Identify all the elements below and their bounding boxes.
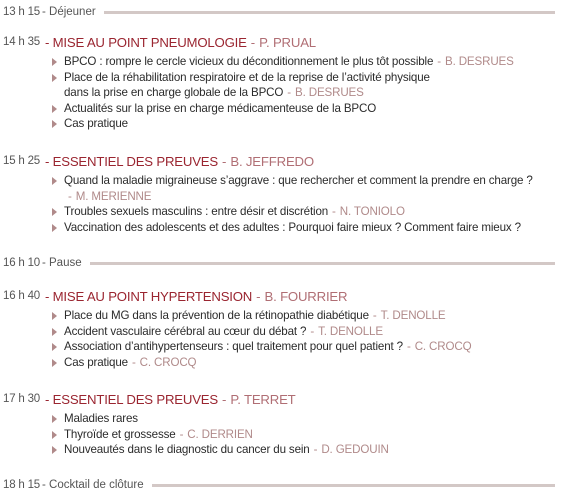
session-chair: B. FOURRIER (264, 288, 348, 304)
talk-title: Cas pratique (64, 117, 128, 130)
triangle-bullet-icon (52, 105, 57, 113)
triangle-bullet-icon (52, 177, 57, 185)
talk-title: Association d’antihypertenseurs : quel traitement pour quel patient ? (64, 340, 403, 353)
talk-speaker: C. CROCQ (139, 355, 197, 369)
talk-sep: - (287, 86, 291, 99)
talk-sep: - (372, 309, 377, 322)
triangle-bullet-icon (52, 343, 57, 351)
break-row-lunch (0, 3, 567, 21)
talk-sep: - (68, 189, 72, 203)
talk-title: Vaccination des adolescents et des adultes : Pourquoi faire mieux ? Comment faire mieux ? (64, 220, 521, 234)
talk-title: Actualités sur la prise en charge médicamenteuse de la BPCO (64, 101, 377, 115)
break-time: 18 h 15 (3, 479, 40, 491)
list-item (0, 411, 567, 427)
session-dash: - (221, 153, 227, 169)
break-row-cocktail (0, 476, 567, 494)
talk-title: BPCO : rompre le cercle vicieux du déconditionnement le plus tôt possible (64, 55, 434, 68)
talk-title: Nouveautés dans le diagnostic du cancer du sein (64, 443, 310, 456)
session-pneumologie (0, 32, 567, 132)
triangle-bullet-icon (52, 446, 57, 454)
triangle-bullet-icon (52, 120, 57, 128)
break-time: 16 h 10 (3, 257, 40, 269)
talk-speaker: N. TONIOLO (339, 205, 405, 218)
talk-list (0, 173, 567, 235)
talk-speaker: D. GEDOUIN (321, 443, 389, 456)
divider-rule (104, 11, 555, 14)
list-item (0, 116, 567, 132)
triangle-bullet-icon (52, 208, 57, 216)
triangle-bullet-icon (52, 431, 57, 439)
talk-title: Accident vasculaire cérébral au cœur du débat ? (64, 324, 307, 338)
talk-sep: - (437, 55, 441, 68)
talk-sep: - (131, 355, 136, 369)
triangle-bullet-icon (52, 224, 57, 232)
session-header (0, 32, 567, 52)
session-essentiel-1 (0, 151, 567, 235)
list-item (0, 173, 567, 204)
session-time: 16 h 40 (3, 290, 40, 302)
break-label: - Pause (41, 257, 82, 269)
session-dash: - (256, 288, 261, 304)
triangle-bullet-icon (52, 74, 57, 82)
list-item (0, 70, 567, 101)
session-header (0, 151, 567, 171)
talk-title: Place de la réhabilitation respiratoire et de la reprise de l’activité physique dans la prise en charge globale de la BPCO (64, 70, 430, 99)
talk-title: Thyroïde et grossesse (64, 427, 176, 441)
session-title: - ESSENTIEL DES PREUVES (44, 153, 218, 169)
session-chair: P. PRUAL (259, 34, 316, 50)
talk-sep: - (179, 427, 184, 441)
talk-speaker: M. MERIENNE (75, 189, 152, 203)
talk-speaker: T. DENOLLE (380, 309, 446, 322)
break-label: - Cocktail de clôture (41, 479, 144, 491)
talk-speaker: B. DESRUES (295, 86, 364, 99)
session-title: - MISE AU POINT PNEUMOLOGIE (44, 34, 247, 50)
talk-title: Maladies rares (64, 412, 138, 425)
session-header (0, 286, 567, 306)
session-hypertension (0, 286, 567, 370)
triangle-bullet-icon (52, 328, 57, 336)
list-item (0, 204, 567, 220)
list-item (0, 355, 567, 371)
talk-sep: - (313, 443, 318, 456)
talk-speaker: B. DESRUES (444, 55, 514, 68)
talk-list (0, 411, 567, 458)
talk-sep: - (332, 205, 336, 218)
session-chair: B. JEFFREDO (230, 153, 314, 169)
talk-sep: - (406, 340, 411, 353)
break-row-pause (0, 254, 567, 272)
break-time: 13 h 15 (3, 6, 40, 18)
session-time: 17 h 30 (3, 393, 40, 405)
divider-rule (90, 262, 555, 265)
talk-speaker: C. DERRIEN (187, 427, 253, 441)
talk-title: Troubles sexuels masculins : entre désir et discrétion (64, 205, 329, 218)
list-item (0, 427, 567, 443)
session-dash: - (221, 391, 227, 407)
session-title: - MISE AU POINT HYPERTENSION (44, 288, 253, 304)
session-essentiel-2 (0, 389, 567, 458)
break-label: - Déjeuner (41, 6, 96, 18)
list-item (0, 54, 567, 70)
talk-list (0, 54, 567, 132)
list-item (0, 324, 567, 340)
talk-sep: - (310, 324, 315, 338)
session-time: 15 h 25 (3, 155, 40, 167)
triangle-bullet-icon (52, 415, 57, 423)
triangle-bullet-icon (52, 312, 57, 320)
session-title: - ESSENTIEL DES PREUVES (44, 391, 218, 407)
talk-speaker: T. DENOLLE (318, 324, 383, 338)
divider-rule (152, 484, 555, 487)
session-time: 14 h 35 (3, 36, 40, 48)
session-chair: P. TERRET (230, 391, 296, 407)
triangle-bullet-icon (52, 58, 57, 66)
talk-title: Quand la maladie migraineuse s’aggrave : que rechercher et comment la prendre en charge ? (64, 174, 533, 187)
list-item (0, 101, 567, 117)
triangle-bullet-icon (52, 359, 57, 367)
list-item (0, 220, 567, 236)
talk-list (0, 308, 567, 370)
talk-title: Cas pratique (64, 355, 128, 369)
talk-speaker: C. CROCQ (414, 340, 472, 353)
list-item (0, 308, 567, 324)
session-header (0, 389, 567, 409)
session-dash: - (250, 34, 256, 50)
talk-title: Place du MG dans la prévention de la rétinopathie diabétique (64, 309, 369, 322)
list-item (0, 339, 567, 355)
list-item (0, 442, 567, 458)
